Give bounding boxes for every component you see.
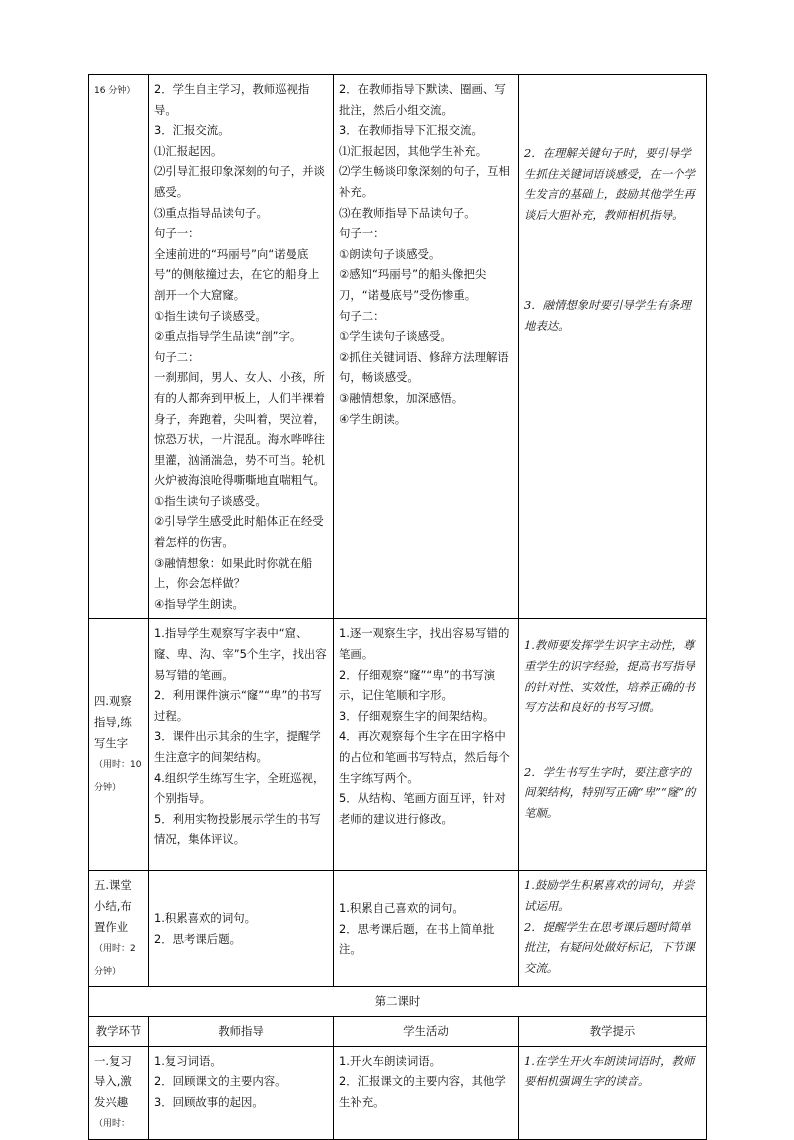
cell-line: 1.鼓励学生积累喜欢的词句，并尝试运用。	[524, 878, 695, 914]
cell-line: ①指生读句子谈感受。	[154, 308, 267, 323]
stage-cell	[89, 1046, 149, 1139]
stage-time: （用时：	[94, 1119, 131, 1130]
cell-line: ②抓住关键词语、修辞方法理解语句，畅谈感受。	[339, 349, 509, 385]
stage-title: 一.复习导入,激发兴趣	[94, 1053, 132, 1109]
cell-line: 2．回顾课文的主要内容。	[154, 1074, 287, 1089]
tip-item: 2．学生书写生字时，要注意字的间架结构，特别写正确“卑”“窿”的笔顺。	[524, 764, 696, 820]
cell-line: 1.积累自己喜欢的词句。	[339, 901, 464, 916]
teacher-cell	[149, 1046, 334, 1139]
second-lesson-title: 第二课时	[89, 987, 707, 1017]
cell-line: ①指生读句子谈感受。	[154, 493, 267, 508]
cell-line: 2．仔细观察“窿”“卑”的书写演示，记住笔顺和字形。	[339, 667, 496, 703]
tips-cell	[519, 75, 707, 619]
stage-time: 16 分钟）	[94, 86, 136, 96]
table-row	[89, 871, 707, 987]
cell-line: 3．回顾故事的起因。	[154, 1094, 264, 1109]
table-row	[89, 987, 707, 1017]
cell-line: ①学生读句子谈感受。	[339, 329, 452, 344]
cell-line: 句子一：	[339, 226, 385, 241]
teacher-cell	[149, 871, 334, 987]
cell-line: ①朗读句子谈感受。	[339, 246, 441, 261]
cell-line: 4．再次观察每个生字在田字格中的占位和笔画书写特点，然后每个生字练写两个。	[339, 729, 510, 785]
student-cell	[334, 1046, 519, 1139]
cell-line: 2．学生自主学习，教师巡视指导。	[154, 82, 310, 117]
stage-cell	[89, 75, 149, 619]
cell-line: 2．思考课后题，在书上简单批注。	[339, 921, 495, 957]
cell-line: ⑵引导汇报印象深刻的句子，并谈感受。	[154, 164, 325, 199]
student-cell	[334, 619, 519, 871]
stage-title: 四.观察指导,练写生字	[94, 694, 132, 750]
column-header: 教学提示	[519, 1017, 707, 1047]
tips-cell	[519, 871, 707, 987]
tips-cell	[519, 1046, 707, 1139]
cell-line: ②引导学生感受此时船体正在经受着怎样的伤害。	[154, 514, 324, 550]
cell-line: 1.在学生开火车朗读词语时，教师要相机强调生字的读音。	[524, 1053, 695, 1089]
table-row	[89, 619, 707, 871]
stage-cell	[89, 619, 149, 871]
cell-line: 1.复习词语。	[154, 1053, 222, 1068]
stage-time: （用时：10 分钟）	[94, 760, 142, 793]
cell-line: ③融情想象，加深感悟。	[339, 390, 464, 405]
cell-line: 1.开火车朗读词语。	[339, 1053, 441, 1068]
cell-line: 5．从结构、笔画方面互评，针对老师的建议进行修改。	[339, 791, 506, 826]
teacher-cell	[149, 619, 334, 871]
cell-line: 3．在教师指导下汇报交流。	[339, 123, 483, 138]
tips-cell	[519, 619, 707, 871]
table-row	[89, 75, 707, 619]
column-header: 学生活动	[334, 1017, 519, 1047]
lesson-plan-table	[88, 74, 707, 1140]
cell-line: 3．课件出示其余的生字，提醒学生注意字的间架结构。	[154, 729, 321, 764]
cell-line: ②重点指导学生品读“剖”字。	[154, 329, 302, 344]
teacher-cell	[149, 75, 334, 619]
cell-line: 句子二：	[339, 308, 385, 323]
table-header-row	[89, 1017, 707, 1047]
cell-line: ②感知“玛丽号”的船头像把尖刀，“诺曼底号”受伤惨重。	[339, 267, 487, 302]
column-header: 教师指导	[149, 1017, 334, 1047]
cell-line: ⑴汇报起因。	[154, 143, 223, 158]
cell-line: 5．利用实物投影展示学生的书写情况，集体评议。	[154, 811, 321, 847]
cell-line: 一刹那间，男人、女人、小孩，所有的人都奔到甲板上，人们半裸着身子，奔跑着，尖叫着，哭泣着，惊恐万状，一片混乱。海水哗哗往里灌，汹涌湍急，势不可当。轮机火炉被海浪呛得嘶嘶地直喘粗气。	[154, 370, 325, 488]
cell-line: ③融情想象：如果此时你就在船上，你会怎样做？	[154, 555, 313, 591]
cell-line: ④指导学生朗读。	[154, 596, 244, 611]
table-row	[89, 1046, 707, 1139]
cell-line: ⑴汇报起因，其他学生补充。	[339, 143, 488, 158]
cell-line: ④学生朗读。	[339, 411, 407, 426]
cell-line: 2．利用课件演示“窿”“卑”的书写过程。	[154, 688, 322, 723]
cell-line: 1.指导学生观察写字表中“窟、窿、卑、沟、宰”5个生字，找出容易写错的笔画。	[154, 626, 327, 682]
student-cell	[334, 871, 519, 987]
cell-line: ⑶重点指导品读句子。	[154, 205, 268, 220]
cell-line: 1.逐一观察生字，找出容易写错的笔画。	[339, 626, 510, 662]
cell-line: 2．在教师指导下默读、圈画、写批注，然后小组交流。	[339, 82, 506, 117]
cell-line: 2．思考课后题。	[154, 931, 241, 946]
tip-item: 2．在理解关键句子时，要引导学生抓住关键词语谈感受，在一个学生发言的基础上，鼓励其他学生再谈后大胆补充，教师相机指导。	[524, 146, 695, 222]
stage-time: （用时：2 分钟）	[94, 944, 136, 977]
stage-cell	[89, 871, 149, 987]
cell-line: 4.组织学生练写生字，全班巡视，个别指导。	[154, 770, 325, 806]
tip-item: 3．融情想象时要引导学生有条理地表达。	[524, 298, 691, 333]
cell-line: 2．汇报课文的主要内容，其他学生补充。	[339, 1074, 506, 1109]
column-header: 教学环节	[89, 1017, 149, 1047]
cell-line: 2．提醒学生在思考课后题时简单批注，有疑问处做好标记，下节课交流。	[524, 919, 695, 975]
tip-item: 1.教师要发挥学生识字主动性，尊重学生的识字经验，提高书写指导的针对性、实效性，培养正确的书写方法和良好的书写习惯。	[524, 638, 695, 715]
cell-line: 句子一：	[154, 226, 200, 241]
stage-title: 五.课堂小结,布置作业	[94, 878, 132, 934]
cell-line: ⑵学生畅谈印象深刻的句子，互相补充。	[339, 164, 510, 199]
cell-line: 全速前进的“玛丽号”向“诺曼底号”的侧舷撞过去，在它的船身上剖开一个大窟窿。	[154, 246, 320, 302]
student-cell	[334, 75, 519, 619]
cell-line: 1.积累喜欢的词句。	[154, 911, 256, 926]
cell-line: 3．汇报交流。	[154, 123, 230, 138]
cell-line: 3．仔细观察生字的间架结构。	[339, 708, 495, 723]
cell-line: 句子二：	[154, 349, 200, 364]
cell-line: ⑶在教师指导下品读句子。	[339, 205, 476, 220]
